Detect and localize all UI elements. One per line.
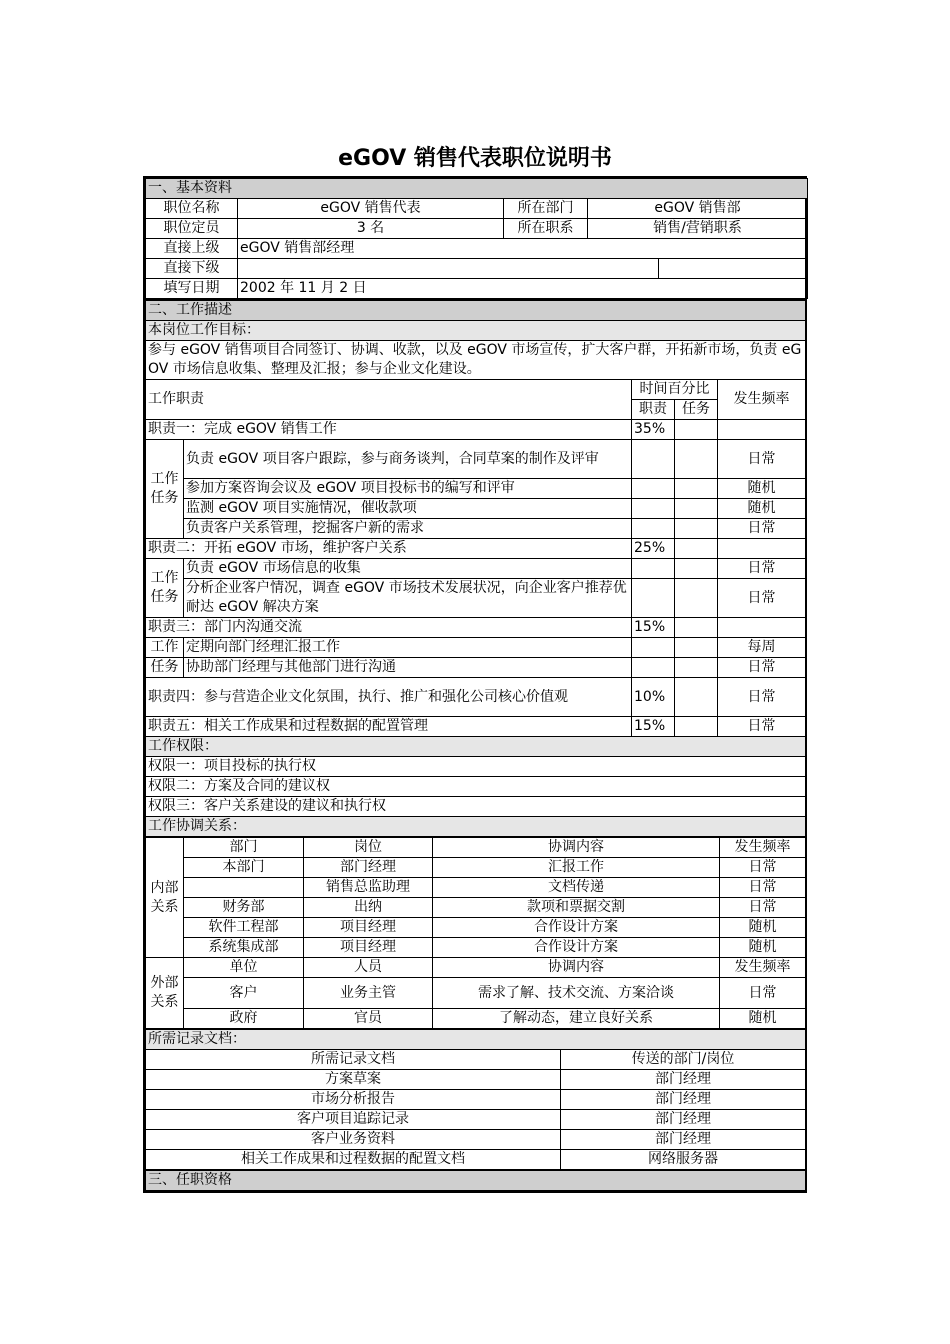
task-freq: 日常 [718, 658, 806, 678]
work-description-table [145, 299, 806, 837]
table-cell: 客户 [184, 978, 304, 1009]
table-cell: 日常 [720, 878, 806, 898]
table-cell: 财务部 [184, 898, 304, 918]
position-name-value: eGOV 销售代表 [238, 199, 504, 219]
time-pct-label: 时间百分比 [632, 380, 718, 400]
duties-label: 工作职责 [146, 380, 632, 420]
col-header: 发生频率 [720, 838, 806, 858]
task-item: 负责 eGOV 市场信息的收集 [184, 559, 632, 579]
table-cell: 项目经理 [304, 918, 433, 938]
coordination-table [145, 837, 806, 1029]
task-freq: 每周 [718, 638, 806, 658]
duty-2: 职责二：开拓 eGOV 市场，维护客户关系 [146, 539, 632, 559]
record-name: 方案草案 [146, 1070, 561, 1090]
table-cell [184, 878, 304, 898]
task-item: 协助部门经理与其他部门进行沟通 [184, 658, 632, 678]
record-recipient: 部门经理 [561, 1070, 806, 1090]
task-freq: 随机 [718, 499, 806, 519]
section-work-heading: 二、工作描述 [146, 300, 806, 321]
record-name: 客户项目追踪记录 [146, 1110, 561, 1130]
table-cell: 需求了解、技术交流、方案洽谈 [433, 978, 720, 1009]
duty-4-pct: 10% [632, 678, 675, 717]
headcount-label: 职位定员 [146, 219, 238, 239]
authority-item: 权限二：方案及合同的建议权 [146, 777, 806, 797]
table-cell: 官员 [304, 1009, 433, 1029]
table-cell: 销售总监助理 [304, 878, 433, 898]
page-title: eGOV 销售代表职位说明书 [338, 146, 612, 171]
superior-label: 直接上级 [146, 239, 238, 259]
record-recipient: 网络服务器 [561, 1150, 806, 1171]
department-label: 所在部门 [504, 199, 588, 219]
record-name: 市场分析报告 [146, 1090, 561, 1110]
col-header: 协调内容 [433, 958, 720, 978]
duty-4-freq: 日常 [718, 678, 806, 717]
external-relations-label: 外部关系 [146, 958, 184, 1029]
task-label: 工作 [146, 638, 184, 658]
table-cell: 本部门 [184, 858, 304, 878]
table-cell: 政府 [184, 1009, 304, 1029]
col-header: 部门 [184, 838, 304, 858]
superior-value: eGOV 销售部经理 [238, 239, 808, 259]
task-item: 负责客户关系管理，挖掘客户新的需求 [184, 519, 632, 539]
goal-text: 参与 eGOV 销售项目合同签订、协调、收款，以及 eGOV 市场宣传，扩大客户群，开拓新市场，负责 eGOV 市场信息收集、整理及汇报；参与企业文化建设。 [146, 341, 806, 380]
table-cell: 项目经理 [304, 938, 433, 958]
col-header: 传送的部门/岗位 [561, 1050, 806, 1070]
authority-label: 工作权限： [146, 737, 806, 757]
table-cell: 出纳 [304, 898, 433, 918]
table-cell: 随机 [720, 918, 806, 938]
table-cell: 合作设计方案 [433, 918, 720, 938]
col-header: 发生频率 [720, 958, 806, 978]
task-group-label: 工作任务 [146, 440, 184, 539]
section-basic-heading: 一、基本资料 [146, 179, 808, 199]
subordinate-label: 直接下级 [146, 259, 238, 279]
task-group-label: 工作任务 [146, 559, 184, 618]
job-description-form [143, 176, 807, 1193]
date-value: 2002 年 11 月 2 日 [238, 279, 808, 299]
job-family-value: 销售/营销职系 [588, 219, 808, 239]
record-recipient: 部门经理 [561, 1090, 806, 1110]
table-cell: 系统集成部 [184, 938, 304, 958]
col-header: 所需记录文档 [146, 1050, 561, 1070]
subordinate-extra [659, 259, 808, 279]
task-freq: 日常 [718, 559, 806, 579]
task-freq: 日常 [718, 440, 806, 479]
goal-label: 本岗位工作目标： [146, 321, 806, 341]
task-item: 监测 eGOV 项目实施情况，催收款项 [184, 499, 632, 519]
table-cell: 文档传递 [433, 878, 720, 898]
task-item: 负责 eGOV 项目客户跟踪，参与商务谈判，合同草案的制作及评审 [184, 440, 632, 479]
table-cell: 软件工程部 [184, 918, 304, 938]
col-header: 单位 [184, 958, 304, 978]
coordination-label: 工作协调关系： [146, 817, 806, 837]
task-freq: 日常 [718, 579, 806, 618]
records-table [145, 1029, 806, 1191]
task-col-label: 任务 [675, 400, 718, 420]
record-recipient: 部门经理 [561, 1110, 806, 1130]
col-header: 协调内容 [433, 838, 720, 858]
task-freq: 日常 [718, 519, 806, 539]
duty-3: 职责三：部门内沟通交流 [146, 618, 632, 638]
duty-4: 职责四：参与营造企业文化氛围，执行、推广和强化公司核心价值观 [146, 678, 632, 717]
authority-item: 权限三：客户关系建设的建议和执行权 [146, 797, 806, 817]
table-cell: 随机 [720, 938, 806, 958]
duty-col-label: 职责 [632, 400, 675, 420]
task-label: 任务 [146, 658, 184, 678]
table-cell: 日常 [720, 898, 806, 918]
records-label: 所需记录文档： [146, 1030, 806, 1050]
basic-info-table [145, 178, 808, 299]
duty-1-pct: 35% [632, 420, 675, 440]
table-cell: 款项和票据交割 [433, 898, 720, 918]
freq-label: 发生频率 [718, 380, 806, 420]
table-cell: 业务主管 [304, 978, 433, 1009]
internal-relations-label: 内部关系 [146, 838, 184, 958]
record-recipient: 部门经理 [561, 1130, 806, 1150]
duty-1: 职责一：完成 eGOV 销售工作 [146, 420, 632, 440]
duty-2-pct: 25% [632, 539, 675, 559]
table-cell: 汇报工作 [433, 858, 720, 878]
col-header: 岗位 [304, 838, 433, 858]
headcount-value: 3 名 [238, 219, 504, 239]
section-qualification-heading: 三、任职资格 [146, 1170, 806, 1191]
date-label: 填写日期 [146, 279, 238, 299]
duty-3-pct: 15% [632, 618, 675, 638]
record-name: 相关工作成果和过程数据的配置文档 [146, 1150, 561, 1171]
task-freq: 随机 [718, 479, 806, 499]
col-header: 人员 [304, 958, 433, 978]
department-value: eGOV 销售部 [588, 199, 808, 219]
duty-5: 职责五：相关工作成果和过程数据的配置管理 [146, 717, 632, 737]
task-item: 参加方案咨询会议及 eGOV 项目投标书的编写和评审 [184, 479, 632, 499]
subordinate-value [238, 259, 659, 279]
task-item: 定期向部门经理汇报工作 [184, 638, 632, 658]
record-name: 客户业务资料 [146, 1130, 561, 1150]
duty-5-pct: 15% [632, 717, 675, 737]
position-name-label: 职位名称 [146, 199, 238, 219]
task-item: 分析企业客户情况，调查 eGOV 市场技术发展状况，向企业客户推荐优耐达 eGOV 解决方案 [184, 579, 632, 618]
table-cell: 了解动态，建立良好关系 [433, 1009, 720, 1029]
table-cell: 合作设计方案 [433, 938, 720, 958]
table-cell: 日常 [720, 978, 806, 1009]
duty-5-freq: 日常 [718, 717, 806, 737]
table-cell: 部门经理 [304, 858, 433, 878]
table-cell: 日常 [720, 858, 806, 878]
job-family-label: 所在职系 [504, 219, 588, 239]
table-cell: 随机 [720, 1009, 806, 1029]
authority-item: 权限一：项目投标的执行权 [146, 757, 806, 777]
